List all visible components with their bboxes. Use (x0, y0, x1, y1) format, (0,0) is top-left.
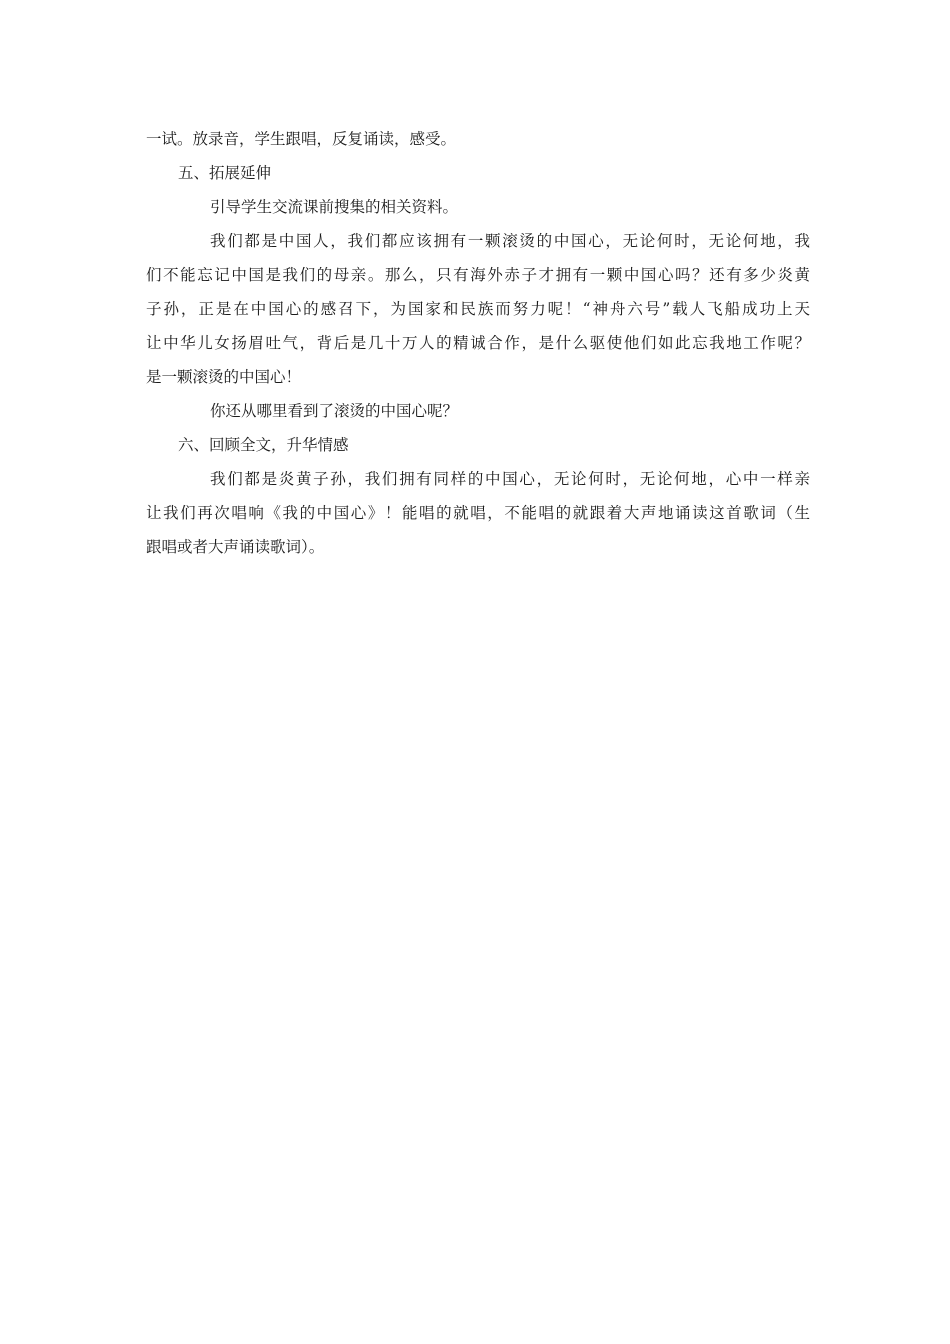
paragraph-line: 让我们再次唱响《我的中国心》！能唱的就唱，不能唱的就跟着大声地诵读这首歌词（生 (146, 504, 810, 522)
paragraph-line: 我们都是中国人，我们都应该拥有一颗滚烫的中国心，无论何时，无论何地，我 (210, 232, 810, 250)
document-body (146, 122, 810, 564)
paragraph-line: 你还从哪里看到了滚烫的中国心呢？ (210, 402, 459, 420)
paragraph-line: 跟唱或者大声诵读歌词）。 (146, 538, 325, 556)
paragraph-line: 子孙，正是在中国心的感召下，为国家和民族而努力呢！“神舟六号”载人飞船成功上天 (146, 300, 810, 318)
paragraph-line: 让中华儿女扬眉吐气，背后是几十万人的精诚合作，是什么驱使他们如此忘我地工作呢？ (146, 334, 810, 352)
section-heading-extension: 五、拓展延伸 (178, 164, 272, 182)
paragraph-line: 一试。放录音，学生跟唱，反复诵读，感受。 (146, 130, 457, 148)
paragraph-line: 我们都是炎黄子孙，我们拥有同样的中国心，无论何时，无论何地，心中一样亲 (210, 470, 810, 488)
section-heading-review: 六、回顾全文，升华情感 (178, 436, 349, 454)
paragraph-line: 是一颗滚烫的中国心！ (146, 368, 302, 386)
paragraph-line: 们不能忘记中国是我们的母亲。那么，只有海外赤子才拥有一颗中国心吗？还有多少炎黄 (146, 266, 810, 284)
paragraph-line: 引导学生交流课前搜集的相关资料。 (210, 198, 459, 216)
